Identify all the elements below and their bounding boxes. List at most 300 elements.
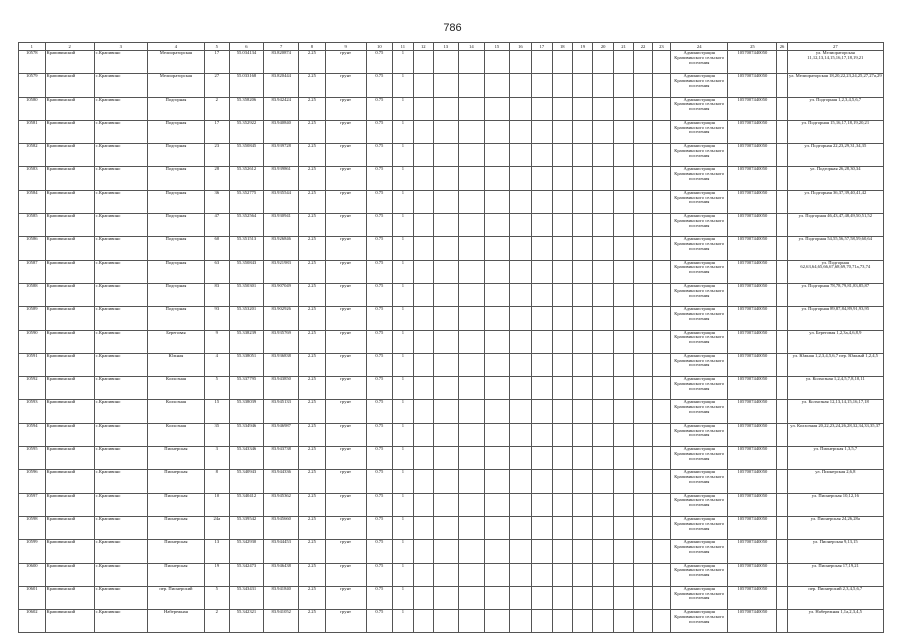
table-row [19,400,884,423]
cell-empty [509,167,531,190]
cell-empty [434,214,459,237]
cell-owner: Администрация Крапивинского сельского поселения [671,120,728,143]
cell-empty [552,470,572,493]
cell-empty [413,330,433,353]
cell-empty [634,586,652,609]
cell-count: 1 [393,260,413,283]
cell-empty [509,377,531,400]
column-number-cell: 6 [229,43,264,51]
cell-addr: ул. Пионерская 24,26,28а [787,516,883,539]
cell-empty [413,307,433,330]
cell-empty [532,307,552,330]
cell-vol: 0.75 [366,563,393,586]
cell-empty [509,353,531,376]
cell-inn: 1057007440050 [728,97,777,120]
cell-empty [458,167,485,190]
cell-house: 63 [205,260,230,283]
table-row [19,423,884,446]
cell-lon: 83.926846 [264,237,299,260]
cell-lon: 83.935769 [264,330,299,353]
cell-empty [532,97,552,120]
cell-owner: Администрация Крапивинского сельского поселения [671,51,728,74]
cell-addr: ул. Подгорная 89,87,84,89,91,93,95 [787,307,883,330]
cell-settlement: с.Крапивино [94,586,147,609]
cell-empty [652,74,670,97]
cell-empty [634,540,652,563]
cell-empty [485,493,510,516]
cell-district: Крапивинский [45,214,94,237]
cell-empty [777,74,787,97]
cell-empty [552,423,572,446]
cell-empty [485,353,510,376]
cell-inn: 1057007440050 [728,74,777,97]
cell-settlement: с.Крапивино [94,377,147,400]
cell-lat: 55.339542 [229,516,264,539]
cell-count: 1 [393,516,413,539]
cell-empty [777,353,787,376]
cell-surface: грунт [325,51,366,74]
cell-empty [434,423,459,446]
cell-area: 2.25 [299,540,326,563]
cell-inn: 1057007440050 [728,470,777,493]
cell-empty [509,190,531,213]
cell-area: 2.25 [299,610,326,633]
cell-id: 10590 [19,330,46,353]
cell-surface: грунт [325,400,366,423]
cell-vol: 0.75 [366,516,393,539]
cell-count: 1 [393,470,413,493]
cell-area: 2.25 [299,307,326,330]
table-row [19,493,884,516]
cell-empty [434,586,459,609]
cell-empty [634,447,652,470]
cell-vol: 0.75 [366,74,393,97]
cell-empty [552,610,572,633]
cell-empty [573,237,593,260]
cell-empty [552,51,572,74]
cell-empty [509,97,531,120]
cell-lat: 55.343431 [229,586,264,609]
cell-empty [485,74,510,97]
cell-lat: 55.340943 [229,470,264,493]
cell-lon: 83.936838 [264,353,299,376]
table-row [19,214,884,237]
cell-empty [552,330,572,353]
cell-id: 10578 [19,51,46,74]
cell-count: 1 [393,586,413,609]
cell-empty [573,283,593,306]
table-row [19,120,884,143]
cell-empty [652,447,670,470]
cell-owner: Администрация Крапивинского сельского поселения [671,610,728,633]
cell-count: 1 [393,330,413,353]
cell-area: 2.25 [299,470,326,493]
cell-empty [573,563,593,586]
cell-addr: ул. Подгорная 78,78,79,81,83,85,87 [787,283,883,306]
cell-empty [634,120,652,143]
cell-empty [652,516,670,539]
cell-empty [573,516,593,539]
cell-addr: ул. Колхозная 12,13,14,15,16,17,18 [787,400,883,423]
cell-empty [509,400,531,423]
cell-owner: Администрация Крапивинского сельского поселения [671,540,728,563]
cell-empty [613,400,633,423]
cell-house: 23 [205,144,230,167]
cell-vol: 0.75 [366,260,393,283]
column-number-cell: 10 [366,43,393,51]
cell-empty [552,493,572,516]
cell-empty [552,190,572,213]
cell-settlement: с.Крапивино [94,330,147,353]
cell-lon: 83.945133 [264,400,299,423]
cell-lon: 83.820444 [264,74,299,97]
cell-house: 19 [205,563,230,586]
cell-empty [458,470,485,493]
cell-lat: 55.034134 [229,51,264,74]
cell-empty [573,144,593,167]
cell-area: 2.25 [299,214,326,237]
cell-area: 2.25 [299,120,326,143]
cell-empty [413,423,433,446]
cell-vol: 0.75 [366,423,393,446]
cell-lat: 55.338039 [229,400,264,423]
cell-empty [532,447,552,470]
cell-addr: ул. Набережная 1,1а,2,3,4,5 [787,610,883,633]
page-number: 786 [443,22,462,34]
column-number-cell: 4 [147,43,204,51]
cell-count: 1 [393,493,413,516]
cell-lat: 55.033168 [229,74,264,97]
cell-house: 5 [205,377,230,400]
cell-empty [552,307,572,330]
cell-house: 9 [205,330,230,353]
column-number-cell: 7 [264,43,299,51]
cell-lat: 55.352922 [229,120,264,143]
cell-owner: Администрация Крапивинского сельского поселения [671,144,728,167]
cell-empty [532,74,552,97]
cell-empty [777,563,787,586]
cell-house: 93 [205,307,230,330]
cell-empty [485,610,510,633]
cell-empty [509,74,531,97]
cell-addr: ул. Пионерская 17,19,21 [787,563,883,586]
cell-inn: 1057007440050 [728,51,777,74]
cell-surface: грунт [325,563,366,586]
cell-empty [613,283,633,306]
cell-empty [532,400,552,423]
table-row [19,586,884,609]
cell-empty [593,423,613,446]
cell-street: Колхозная [147,423,204,446]
cell-addr: ул. Колхозная 1,2,4,5,7,8,10,11 [787,377,883,400]
cell-inn: 1057007440050 [728,307,777,330]
cell-empty [458,237,485,260]
cell-surface: грунт [325,97,366,120]
cell-empty [532,493,552,516]
cell-empty [532,190,552,213]
cell-empty [532,516,552,539]
cell-house: 36 [205,190,230,213]
cell-empty [509,120,531,143]
cell-owner: Администрация Крапивинского сельского поселения [671,74,728,97]
cell-empty [552,400,572,423]
cell-addr: ул. Мелиораторская 18,20,22,23,24,25,27,27а,29 [787,74,883,97]
cell-empty [532,353,552,376]
cell-addr: ул. Подгорная 46,43,47,48,49,50,51,52 [787,214,883,237]
cell-empty [777,190,787,213]
cell-lat: 55.352775 [229,190,264,213]
cell-district: Крапивинский [45,353,94,376]
cell-vol: 0.75 [366,120,393,143]
cell-area: 2.25 [299,97,326,120]
table-row [19,330,884,353]
cell-count: 1 [393,97,413,120]
cell-lat: 55.343346 [229,447,264,470]
cell-addr: ул. Подгорная 1,2,3,4,5,6,7 [787,97,883,120]
cell-empty [413,283,433,306]
cell-inn: 1057007440050 [728,586,777,609]
cell-empty [552,377,572,400]
cell-street: Пионерская [147,470,204,493]
cell-empty [777,423,787,446]
cell-empty [593,237,613,260]
cell-empty [458,563,485,586]
cell-owner: Администрация Крапивинского сельского поселения [671,353,728,376]
cell-empty [509,214,531,237]
cell-owner: Администрация Крапивинского сельского поселения [671,516,728,539]
cell-lat: 55.340412 [229,493,264,516]
cell-empty [573,74,593,97]
cell-empty [413,237,433,260]
cell-owner: Администрация Крапивинского сельского поселения [671,563,728,586]
cell-empty [413,144,433,167]
cell-empty [613,330,633,353]
cell-empty [573,260,593,283]
cell-area: 2.25 [299,283,326,306]
cell-empty [777,610,787,633]
cell-district: Крапивинский [45,190,94,213]
table-row [19,237,884,260]
cell-addr: ул. Колхозная 20,22,23,24,26,28,32,34,33,35,37 [787,423,883,446]
cell-vol: 0.75 [366,167,393,190]
cell-empty [485,330,510,353]
cell-empty [613,516,633,539]
cell-empty [532,120,552,143]
cell-empty [652,307,670,330]
cell-owner: Администрация Крапивинского сельского поселения [671,330,728,353]
cell-vol: 0.75 [366,470,393,493]
column-number-cell: 12 [413,43,433,51]
table-row [19,260,884,283]
cell-empty [434,447,459,470]
cell-house: 3 [205,447,230,470]
cell-owner: Администрация Крапивинского сельского поселения [671,190,728,213]
cell-empty [593,400,613,423]
table-row [19,470,884,493]
cell-area: 2.25 [299,400,326,423]
cell-empty [458,447,485,470]
cell-empty [573,190,593,213]
cell-empty [509,144,531,167]
column-number-cell: 14 [458,43,485,51]
cell-empty [593,377,613,400]
cell-empty [413,74,433,97]
cell-id: 10592 [19,377,46,400]
registry-table [18,42,884,633]
cell-count: 1 [393,447,413,470]
cell-empty [573,470,593,493]
cell-empty [532,214,552,237]
cell-empty [777,97,787,120]
table-row [19,190,884,213]
cell-empty [634,330,652,353]
cell-area: 2.25 [299,330,326,353]
cell-empty [613,190,633,213]
cell-owner: Администрация Крапивинского сельского поселения [671,423,728,446]
cell-empty [634,563,652,586]
cell-empty [458,74,485,97]
cell-empty [485,51,510,74]
cell-street: Мелиораторская [147,51,204,74]
cell-empty [413,516,433,539]
cell-settlement: с.Крапивино [94,400,147,423]
cell-empty [652,51,670,74]
cell-area: 2.25 [299,377,326,400]
cell-empty [634,470,652,493]
cell-empty [777,167,787,190]
cell-empty [532,586,552,609]
column-number-cell: 26 [777,43,787,51]
cell-lon: 83.944453 [264,540,299,563]
cell-street: Подгорная [147,167,204,190]
cell-settlement: с.Крапивино [94,167,147,190]
cell-empty [573,423,593,446]
cell-empty [434,330,459,353]
cell-empty [458,377,485,400]
cell-empty [509,586,531,609]
cell-empty [652,214,670,237]
cell-empty [652,540,670,563]
cell-surface: грунт [325,330,366,353]
table-row [19,51,884,74]
column-number-cell: 15 [485,43,510,51]
cell-empty [777,330,787,353]
table-row [19,447,884,470]
cell-lat: 55.358206 [229,97,264,120]
cell-empty [458,190,485,213]
cell-lon: 83.939861 [264,167,299,190]
cell-empty [634,423,652,446]
column-number-cell: 17 [532,43,552,51]
cell-district: Крапивинский [45,447,94,470]
cell-addr: ул. Подгорная 54,55,56,57,58,59,60,64 [787,237,883,260]
cell-vol: 0.75 [366,610,393,633]
cell-inn: 1057007440050 [728,493,777,516]
cell-addr: ул. Подгорная 15,16,17,18,19,20,21 [787,120,883,143]
cell-empty [413,470,433,493]
cell-district: Крапивинский [45,540,94,563]
cell-count: 1 [393,144,413,167]
cell-empty [634,51,652,74]
cell-empty [593,260,613,283]
cell-empty [573,540,593,563]
column-number-cell: 13 [434,43,459,51]
cell-street: Подгорная [147,214,204,237]
cell-empty [434,97,459,120]
cell-settlement: с.Крапивино [94,260,147,283]
cell-inn: 1057007440050 [728,237,777,260]
cell-addr: пер. Пионерский 2,3,4,5,6,7 [787,586,883,609]
cell-empty [532,144,552,167]
cell-house: 28 [205,167,230,190]
table-row [19,610,884,633]
cell-empty [593,214,613,237]
column-number-cell: 25 [728,43,777,51]
cell-district: Крапивинский [45,377,94,400]
cell-empty [634,144,652,167]
cell-lon: 83.944336 [264,470,299,493]
cell-empty [434,260,459,283]
cell-empty [413,377,433,400]
cell-district: Крапивинский [45,610,94,633]
cell-lon: 83.942424 [264,97,299,120]
column-number-cell: 18 [552,43,572,51]
cell-empty [573,120,593,143]
cell-empty [552,260,572,283]
cell-id: 10594 [19,423,46,446]
cell-owner: Администрация Крапивинского сельского поселения [671,586,728,609]
cell-id: 10602 [19,610,46,633]
cell-empty [485,237,510,260]
column-number-cell: 21 [613,43,633,51]
cell-count: 1 [393,423,413,446]
cell-id: 10597 [19,493,46,516]
cell-empty [593,516,613,539]
cell-empty [532,377,552,400]
cell-addr: ул. Подгорная 36,37,39,40,41,42 [787,190,883,213]
cell-lon: 83.945660 [264,516,299,539]
cell-empty [509,423,531,446]
cell-area: 2.25 [299,563,326,586]
cell-surface: грунт [325,540,366,563]
cell-empty [532,260,552,283]
cell-empty [613,144,633,167]
cell-lat: 55.342473 [229,563,264,586]
cell-id: 10581 [19,120,46,143]
cell-empty [573,586,593,609]
cell-empty [413,260,433,283]
cell-empty [532,423,552,446]
cell-inn: 1057007440050 [728,400,777,423]
cell-empty [458,586,485,609]
cell-settlement: с.Крапивино [94,470,147,493]
cell-empty [652,563,670,586]
cell-empty [552,516,572,539]
cell-empty [593,74,613,97]
cell-empty [532,51,552,74]
cell-inn: 1057007440050 [728,563,777,586]
cell-lat: 55.334946 [229,423,264,446]
cell-empty [485,307,510,330]
cell-surface: грунт [325,493,366,516]
cell-lon: 83.946438 [264,563,299,586]
cell-street: Подгорная [147,97,204,120]
column-number-cell: 23 [652,43,670,51]
cell-addr: ул. Пионерская 1,3,5,7 [787,447,883,470]
cell-empty [458,97,485,120]
cell-empty [634,610,652,633]
cell-empty [552,353,572,376]
